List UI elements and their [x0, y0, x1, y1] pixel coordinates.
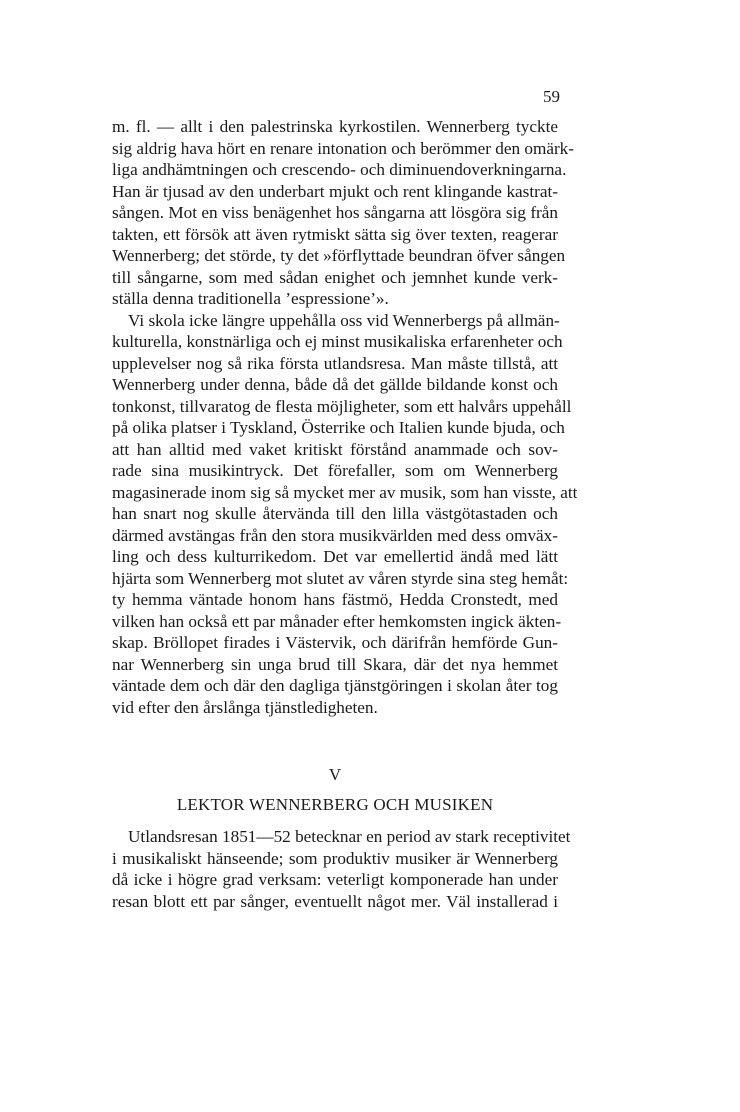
text-line: sig aldrig hava hört en renare intonation och berömmer den omärk- — [112, 138, 574, 158]
text-line: takten, ett försök att även rytmiskt sätta sig över texten, reagerar — [112, 224, 558, 244]
text-line: Wennerberg; det störde, ty det »förflyttade beundran öfver sången — [112, 246, 566, 265]
text-line: tonkonst, tillvaratog de flesta möjligheter, som ett halvårs uppehåll — [112, 396, 572, 416]
text-line: ling och dess kulturrikedom. Det var emellertid ändå med lätt — [112, 547, 558, 566]
text-line: upplevelser nog så rika första utlandsresa. Man måste tillstå, att — [112, 353, 558, 373]
chapter-title: LEKTOR WENNERBERG OCH MUSIKEN — [176, 795, 494, 814]
page-number: 59 — [543, 87, 560, 106]
text-line: m. fl. — allt i den palestrinska kyrkostilen. Wennerberg tyckte — [112, 117, 558, 136]
paragraph-2 — [112, 310, 578, 719]
text-line: ställa denna traditionella ’espressione’». — [112, 289, 389, 308]
text-line: att han alltid med vaket kritiskt förstånd anammade och sov- — [112, 439, 558, 459]
text-line: han snart nog skulle återvända till den lilla västgötastaden och — [112, 504, 558, 523]
text-line: Han är tjusad av den underbart mjukt och rent klingande kastrat- — [112, 181, 558, 201]
text-line: Utlandsresan 1851—52 betecknar en period av stark receptivitet — [128, 827, 571, 846]
text-line: skap. Bröllopet firades i Västervik, och därifrån hemförde Gun- — [112, 633, 558, 652]
text-line: magasinerade inom sig så mycket mer av musik, som han visste, att — [112, 482, 578, 502]
text-line: resan blott ett par sånger, eventuellt något mer. Väl installerad i — [112, 891, 558, 911]
text-line: ty hemma väntade honom hans fästmö, Hedda Cronstedt, med — [112, 590, 558, 609]
text-line: därmed avstängas från den stora musikvärlden med dess omväx- — [112, 525, 558, 545]
text-line: väntade dem och där den dagliga tjänstgöringen i skolan åter tog — [112, 676, 558, 695]
text-line: sången. Mot en viss benägenhet hos sångarna att lösgöra sig från — [112, 203, 558, 222]
text-line: hjärta som Wennerberg mot slutet av våren styrde sina steg hemåt: — [112, 568, 569, 588]
text-line: på olika platser i Tyskland, Österrike och Italien kunde bjuda, och — [112, 418, 565, 437]
text-line: till sångarne, som med sådan enighet och jemnhet kunde verk- — [112, 267, 558, 287]
chapter-paragraph — [112, 826, 571, 912]
chapter-numeral: V — [328, 765, 342, 784]
paragraph-1 — [112, 116, 574, 310]
text-line: då icke i högre grad verksam: veterligt komponerade han under — [112, 870, 558, 889]
text-line: rade sina musikintryck. Det förefaller, som om Wennerberg — [112, 461, 558, 480]
text-line: liga andhämtningen och crescendo- och diminuendoverkningarna. — [112, 160, 567, 179]
text-line: i musikaliskt hänseende; som produktiv musiker är Wennerberg — [112, 848, 558, 868]
text-line: kulturella, konstnärliga och ej minst musikaliska erfarenheter och — [112, 332, 563, 351]
text-line: vilken han också ett par månader efter hemkomsten ingick äkten- — [112, 611, 562, 631]
text-line: vid efter den årslånga tjänstledigheten. — [112, 697, 378, 717]
text-line: Vi skola icke längre uppehålla oss vid Wennerbergs på allmän- — [128, 310, 560, 330]
text-line: nar Wennerberg sin unga brud till Skara, där det nya hemmet — [112, 654, 558, 674]
text-line: Wennerberg under denna, både då det gällde bildande konst och — [112, 375, 558, 394]
